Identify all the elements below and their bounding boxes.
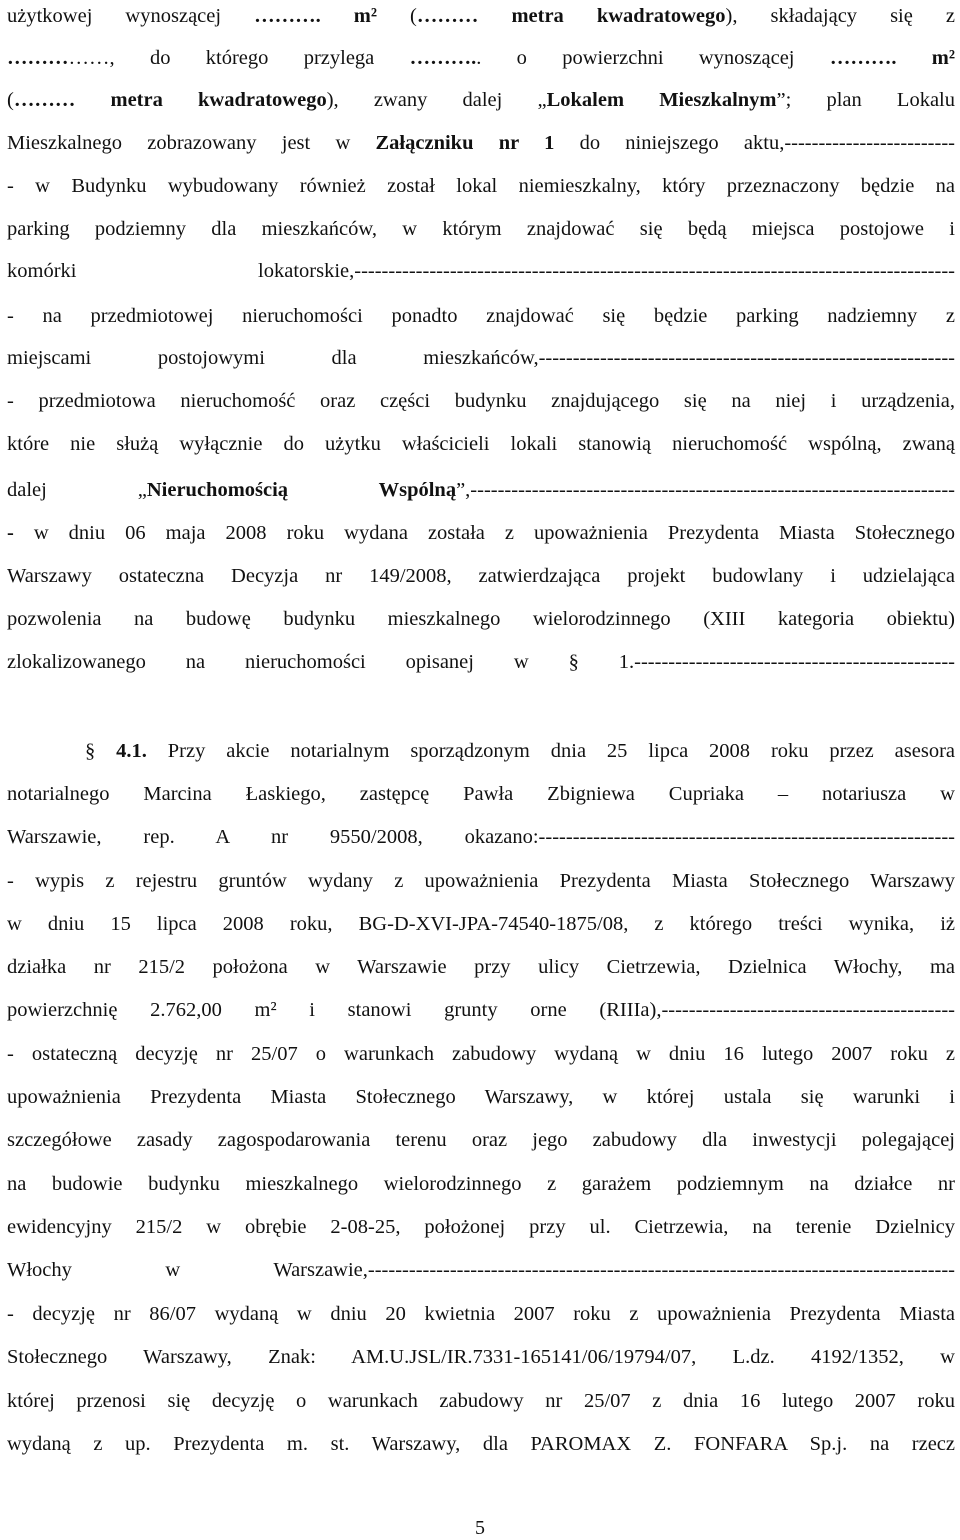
text-line: dalej „Nieruchomością Wspólną”,-----------------------------------------------------------------------: [7, 479, 955, 501]
text-line: Stołecznego Warszawy, Znak: AM.U.JSL/IR.7331-165141/06/19794/07, L.dz. 4192/1352, w: [7, 1346, 955, 1368]
text-line: zlokalizowanego na nieruchomości opisanej w § 1.-----------------------------------------------: [7, 651, 955, 673]
text-line: - przedmiotowa nieruchomość oraz części budynku znajdującego się na niej i urządzenia,: [7, 390, 955, 412]
text-line: - ostateczną decyzję nr 25/07 o warunkach zabudowy wydaną w dniu 16 lutego 2007 roku z: [7, 1043, 955, 1065]
text-line: miejscami postojowymi dla mieszkańców,-------------------------------------------------------------: [7, 347, 955, 369]
text-line: - decyzję nr 86/07 wydaną w dniu 20 kwietnia 2007 roku z upoważnienia Prezydenta Miasta: [7, 1303, 955, 1325]
text-line: powierzchnię 2.762,00 m² i stanowi grunty orne (RIIIa),-------------------------------------------: [7, 999, 955, 1021]
text-line: komórki lokatorskie,----------------------------------------------------------------------------------------: [7, 260, 955, 282]
text-line: - na przedmiotowej nieruchomości ponadto znajdować się będzie parking nadziemny z: [7, 305, 955, 327]
text-line: działka nr 215/2 położona w Warszawie przy ulicy Cietrzewia, Dzielnica Włochy, ma: [7, 956, 955, 978]
text-line: - wypis z rejestru gruntów wydany z upoważnienia Prezydenta Miasta Stołecznego Warszawy: [7, 870, 955, 892]
text-line: pozwolenia na budowę budynku mieszkalnego wielorodzinnego (XIII kategoria obiektu): [7, 608, 955, 630]
text-line: ……………, do którego przylega ……….. o powierzchni wynoszącej ………. m²: [7, 47, 955, 69]
text-line: - w dniu 06 maja 2008 roku wydana została z upoważnienia Prezydenta Miasta Stołecznego: [7, 522, 955, 544]
text-line: Mieszkalnego zobrazowany jest w Załączniku nr 1 do niniejszego aktu,-------------------------: [7, 132, 955, 154]
text-line: Warszawie, rep. A nr 9550/2008, okazano:-------------------------------------------------------------: [7, 826, 955, 848]
text-line: na budowie budynku mieszkalnego wielorodzinnego z garażem podziemnym na działce nr: [7, 1173, 955, 1195]
text-line: które nie służą wyłącznie do użytku właścicieli lokali stanowią nieruchomość wspólną, zwaną: [7, 433, 955, 455]
text-line: (……… metra kwadratowego), zwany dalej „Lokalem Mieszkalnym”; plan Lokalu: [7, 89, 955, 111]
text-line: w dniu 15 lipca 2008 roku, BG-D-XVI-JPA-74540-1875/08, z którego treści wynika, iż: [7, 913, 955, 935]
text-line: której przenosi się decyzję o warunkach zabudowy nr 25/07 z dnia 16 lutego 2007 roku: [7, 1390, 955, 1412]
text-line: - w Budynku wybudowany również został lokal niemieszkalny, który przeznaczony będzie na: [7, 175, 955, 197]
text-line: wydaną z up. Prezydenta m. st. Warszawy, dla PAROMAX Z. FONFARA Sp.j. na rzecz: [7, 1433, 955, 1455]
text-line: Warszawy ostateczna Decyzja nr 149/2008, zatwierdzająca projekt budowlany i udzielająca: [7, 565, 955, 587]
text-line: ewidencyjny 215/2 w obrębie 2-08-25, położonej przy ul. Cietrzewia, na terenie Dzielnicy: [7, 1216, 955, 1238]
section-heading-line: § 4.1. Przy akcie notarialnym sporządzonym dnia 25 lipca 2008 roku przez asesora: [85, 740, 955, 762]
text-line: notarialnego Marcina Łaskiego, zastępcę Pawła Zbigniewa Cupriaka – notariusza w: [7, 783, 955, 805]
text-line: parking podziemny dla mieszkańców, w którym znajdować się będą miejsca postojowe i: [7, 218, 955, 240]
text-line: upoważnienia Prezydenta Miasta Stołecznego Warszawy, w której ustala się warunki i: [7, 1086, 955, 1108]
text-line: Włochy w Warszawie,--------------------------------------------------------------------------------------: [7, 1259, 955, 1281]
text-line: użytkowej wynoszącej ………. m² (……… metra kwadratowego), składający się z: [7, 5, 955, 27]
text-line: szczegółowe zasady zagospodarowania terenu oraz jego zabudowy dla inwestycji polegającej: [7, 1129, 955, 1151]
page-number: 5: [475, 1517, 485, 1539]
